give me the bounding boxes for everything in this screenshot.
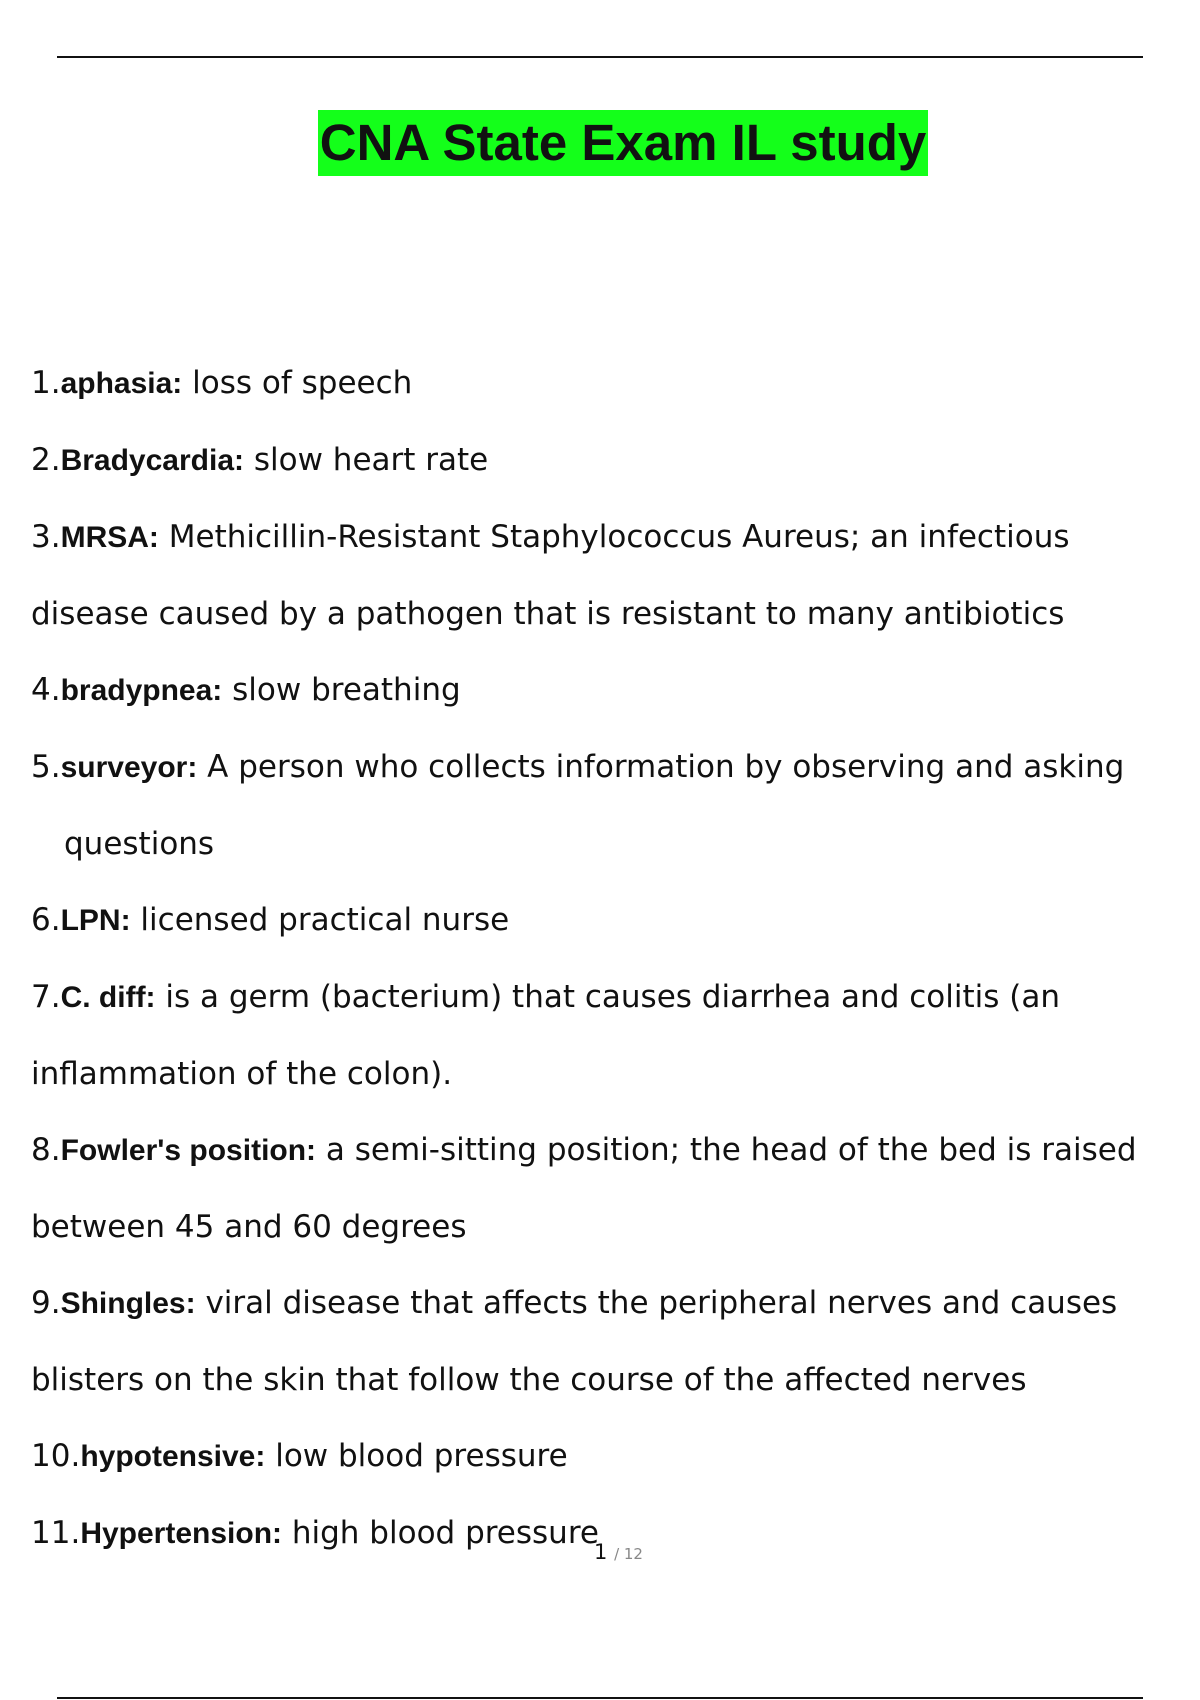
item-number: 6.	[31, 902, 61, 938]
item-continuation: disease caused by a pathogen that is resistant to many antibiotics	[31, 596, 1065, 632]
item-definition: slow breathing	[222, 672, 461, 708]
top-rule	[57, 56, 1143, 58]
item-number: 1.	[31, 365, 61, 401]
item-term: Shingles:	[60, 1287, 196, 1320]
item-number: 3.	[31, 519, 61, 555]
item-term: Hypertension:	[80, 1517, 283, 1550]
item-term: MRSA:	[60, 521, 159, 554]
item-term: Fowler's position:	[60, 1134, 317, 1167]
item-term: LPN:	[60, 904, 131, 937]
item-number: 5.	[31, 749, 61, 785]
item-definition: A person who collects information by observing and asking	[197, 749, 1125, 785]
list-item	[31, 345, 1191, 422]
item-definition: is a germ (bacterium) that causes diarrhea and colitis (an	[155, 979, 1060, 1015]
title-block	[0, 110, 1200, 176]
item-number: 8.	[31, 1132, 61, 1168]
list-item	[31, 1418, 1191, 1495]
item-definition: licensed practical nurse	[130, 902, 510, 938]
item-definition: low blood pressure	[265, 1438, 568, 1474]
item-number: 11.	[31, 1515, 81, 1551]
list-item	[31, 499, 1191, 652]
item-term: surveyor:	[60, 751, 198, 784]
page-number	[0, 1540, 1200, 1564]
list-item	[31, 1112, 1191, 1265]
study-list	[31, 345, 1191, 1572]
item-definition: slow heart rate	[244, 442, 489, 478]
item-term: hypotensive:	[80, 1440, 266, 1473]
item-continuation: between 45 and 60 degrees	[31, 1209, 467, 1245]
list-item	[31, 882, 1191, 959]
item-definition: Methicillin-Resistant Staphylococcus Aureus; an infectious	[158, 519, 1070, 555]
item-term: bradypnea:	[60, 674, 223, 707]
list-item	[31, 959, 1191, 1112]
list-item	[31, 652, 1191, 729]
item-continuation: questions	[64, 826, 215, 862]
item-number: 10.	[31, 1438, 81, 1474]
list-item	[31, 422, 1191, 499]
item-term: aphasia:	[60, 367, 183, 400]
item-definition: loss of speech	[182, 365, 413, 401]
item-number: 2.	[31, 442, 61, 478]
bottom-rule	[57, 1697, 1143, 1699]
item-continuation: blisters on the skin that follow the course of the affected nerves	[31, 1362, 1027, 1398]
document-title: CNA State Exam IL study	[318, 110, 929, 176]
item-number: 9.	[31, 1285, 61, 1321]
item-number: 4.	[31, 672, 61, 708]
page-current: 1	[594, 1540, 608, 1564]
list-item	[31, 729, 1191, 882]
item-definition: high blood pressure	[282, 1515, 599, 1551]
item-continuation: inflammation of the colon).	[31, 1056, 453, 1092]
item-definition: viral disease that affects the peripheral nerves and causes	[195, 1285, 1118, 1321]
list-item	[31, 1265, 1191, 1418]
item-term: Bradycardia:	[60, 444, 244, 477]
item-number: 7.	[31, 979, 61, 1015]
item-definition: a semi-sitting position; the head of the bed is raised	[316, 1132, 1137, 1168]
page-total: / 12	[614, 1545, 643, 1563]
item-term: C. diff:	[60, 981, 156, 1014]
